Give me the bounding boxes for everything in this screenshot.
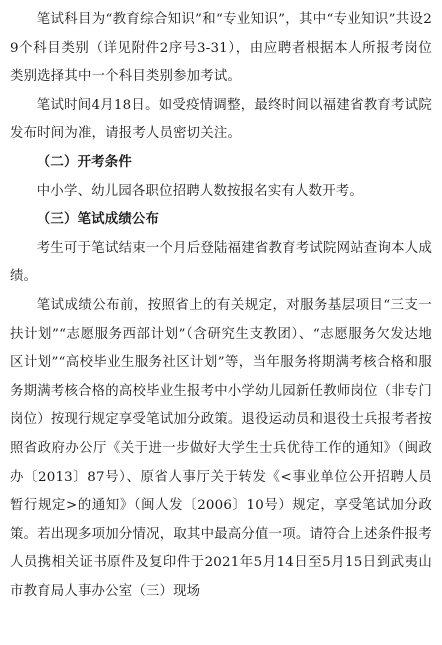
heading-exam-conditions: （二）开考条件 bbox=[36, 154, 132, 170]
paragraph-exam-conditions: 中小学、幼儿园各职位招聘人数按报名实有人数开考。 bbox=[36, 183, 363, 199]
paragraph-exam-subjects: 笔试科目为“教育综合知识”和“专业知识”，其中“专业知识”共设29个科目类别（详见附件2序号3-31），由应聘者根据本人所报考岗位类别选择其中一个科目类别参加考试。 bbox=[10, 12, 432, 85]
paragraph-exam-time: 笔试时间4月18日。如受疫情调整，最终时间以福建省教育考试院发布时间为准，请报考人员密切关注。 bbox=[10, 97, 432, 142]
heading-score-release: （三）笔试成绩公布 bbox=[36, 212, 160, 228]
paragraph-bonus-policy: 笔试成绩公布前，按照省上的有关规定，对服务基层项目“三支一扶计划”“志愿服务西部计划”（含研究生支教团）、“志愿服务欠发达地区计划”“高校毕业生服务社区计划”等，当年服务将期满考核合格和服务期满考核合格的高校毕业生报考中小学幼儿园新任教师岗位（非专门岗位）按现行规定享受笔试加分政策。退役运动员和退役士兵报考者按照省政府办公厅《关于进一步做好大学生士兵优待工作的通知》（闽政办〔2013〕87号）、原省人事厅关于转发《<事业单位公开招聘人员暂行规定>的通知》（闽人发〔2006〕10号）规定，享受笔试加分政策。若出现多项加分情况，取其中最高分值一项。请符合上述条件报考人员携相关证书原件及复印件于2021年5月14日至5月15日到武夷山市教育局人事办公室（三）现场 bbox=[10, 297, 432, 599]
paragraph-score-query: 考生可于笔试结束一个月后登陆福建省教育考试院网站查询本人成绩。 bbox=[10, 240, 432, 285]
